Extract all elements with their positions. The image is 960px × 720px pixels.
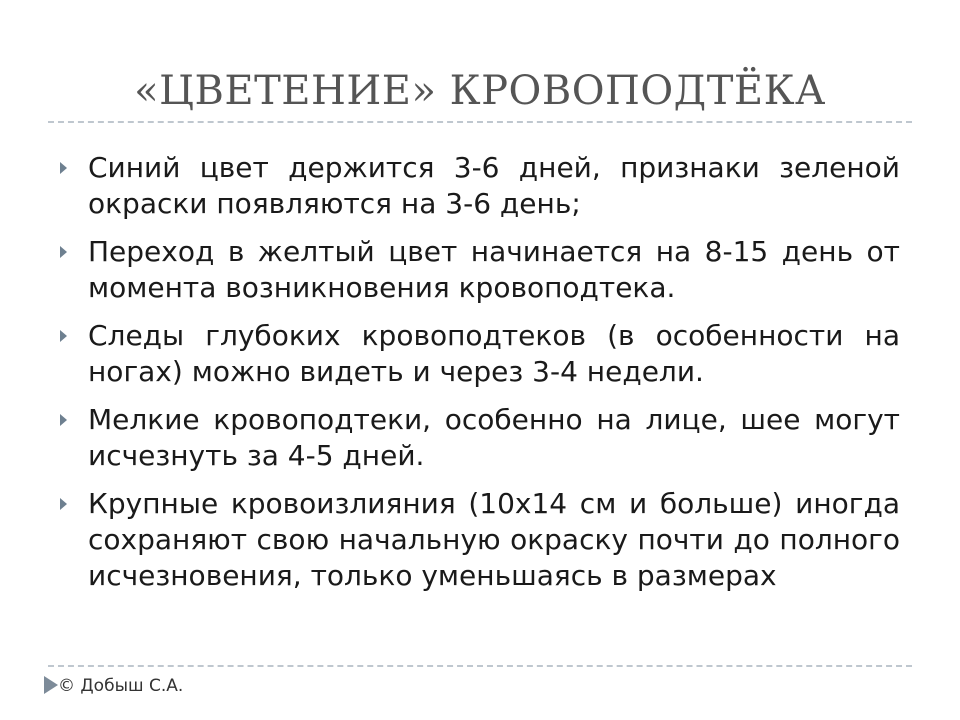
triangle-bullet-icon (60, 162, 67, 174)
bullet-item (58, 486, 900, 594)
bullet-text: Следы глубоких кровоподтеков (в особенности на ногах) можно видеть и через 3-4 недели. (88, 319, 900, 388)
title-divider (48, 121, 912, 123)
footer-triangle-icon (44, 676, 58, 694)
triangle-bullet-icon (60, 246, 67, 258)
triangle-bullet-icon (60, 414, 67, 426)
bullet-text: Переход в желтый цвет начинается на 8-15 день от момента возникновения кровоподтека. (88, 235, 900, 304)
bullet-text: Крупные кровоизлияния (10x14 см и больше) иногда сохраняют свою начальную окраску почти до полного исчезновения, только уменьшаясь в размерах (88, 487, 900, 592)
bullet-list (58, 150, 900, 606)
bullet-text: Мелкие кровоподтеки, особенно на лице, шее могут исчезнуть за 4-5 дней. (88, 403, 900, 472)
bullet-item (58, 318, 900, 390)
bullet-item (58, 234, 900, 306)
footer-divider (48, 665, 912, 667)
slide-title: «ЦВЕТЕНИЕ» КРОВОПОДТЁКА (134, 68, 826, 114)
triangle-bullet-icon (60, 330, 67, 342)
footer-copyright: © Добыш С.А. (58, 676, 184, 696)
triangle-bullet-icon (60, 498, 67, 510)
bullet-item (58, 402, 900, 474)
bullet-item (58, 150, 900, 222)
bullet-text: Синий цвет держится 3-6 дней, признаки зеленой окраски появляются на 3-6 день; (88, 151, 900, 220)
